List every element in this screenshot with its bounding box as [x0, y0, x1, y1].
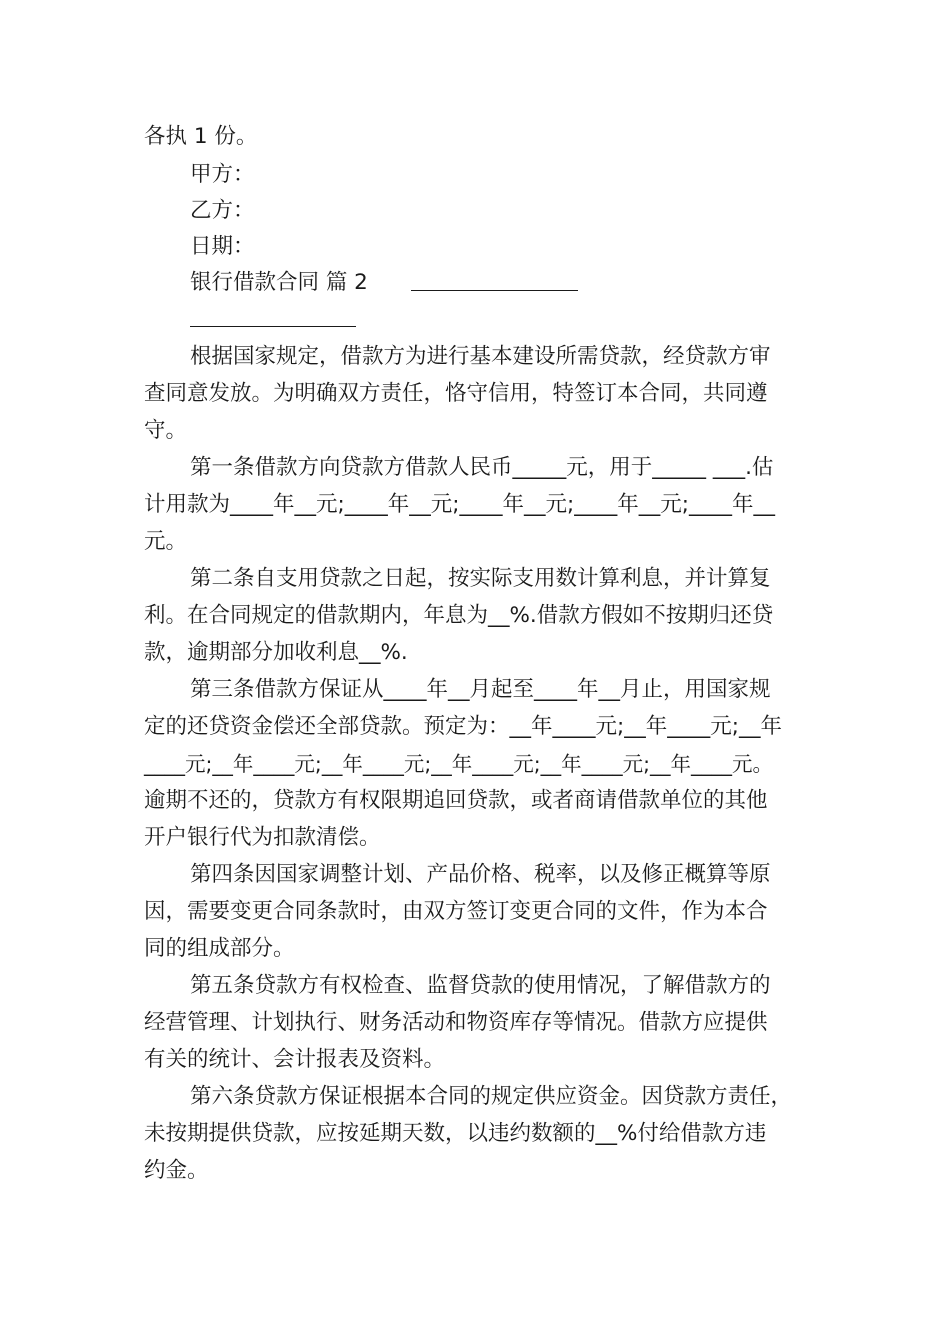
article-1-line: 元。: [144, 529, 188, 554]
article-1-line: 计用款为____年__元;____年__元;____年__元;____年__元;____年__: [144, 492, 775, 517]
section-title: 银行借款合同 篇 2: [190, 270, 368, 295]
article-2-line: 第二条自支用贷款之日起，按实际支用数计算利息，并计算复: [190, 566, 771, 591]
article-6-line: 约金。: [144, 1158, 209, 1183]
article-6-line: 未按期提供贷款，应按延期天数，以违约数额的__%付给借款方违: [144, 1121, 767, 1146]
article-5-line: 有关的统计、会计报表及资料。: [144, 1047, 446, 1072]
party-b-label: 乙方：: [190, 198, 255, 223]
article-3-line: 开户银行代为扣款清偿。: [144, 825, 381, 850]
paragraph-line: 查同意发放。为明确双方责任，恪守信用，特签订本合同，共同遵: [144, 381, 768, 406]
paragraph-line: 根据国家规定，借款方为进行基本建设所需贷款，经贷款方审: [190, 344, 771, 369]
article-6-line: 第六条贷款方保证根据本合同的规定供应资金。因贷款方责任，: [190, 1084, 793, 1109]
article-3-line: ____元;__年____元;__年____元;__年____元;__年____元;__年____元。: [144, 752, 774, 776]
article-2-line: 款，逾期部分加收利息__%.: [144, 640, 408, 665]
article-5-line: 第五条贷款方有权检查、监督贷款的使用情况，了解借款方的: [190, 973, 771, 998]
article-2-line: 利。在合同规定的借款期内，年息为__%.借款方假如不按期归还贷: [144, 603, 774, 628]
title-blank-line: [411, 290, 578, 291]
title-blank-line-2: [190, 326, 356, 327]
article-4-line: 第四条因国家调整计划、产品价格、税率，以及修正概算等原: [190, 862, 771, 887]
article-3-line: 逾期不还的，贷款方有权限期追回贷款，或者商请借款单位的其他: [144, 788, 768, 813]
text-line-copies: 各执 1 份。: [144, 124, 258, 149]
article-3-line: 定的还贷资金偿还全部贷款。预定为：__年____元;__年____元;__年: [144, 714, 782, 739]
article-4-line: 因，需要变更合同条款时，由双方签订变更合同的文件，作为本合: [144, 899, 768, 924]
article-4-line: 同的组成部分。: [144, 936, 295, 961]
article-1-line: 第一条借款方向贷款方借款人民币_____元，用于_____ ___.估: [190, 455, 774, 480]
article-3-line: 第三条借款方保证从____年__月起至____年__月止，用国家规: [190, 677, 771, 702]
party-a-label: 甲方：: [190, 162, 255, 187]
paragraph-line: 守。: [144, 418, 188, 443]
date-label: 日期：: [190, 234, 255, 259]
article-5-line: 经营管理、计划执行、财务活动和物资库存等情况。借款方应提供: [144, 1010, 768, 1035]
